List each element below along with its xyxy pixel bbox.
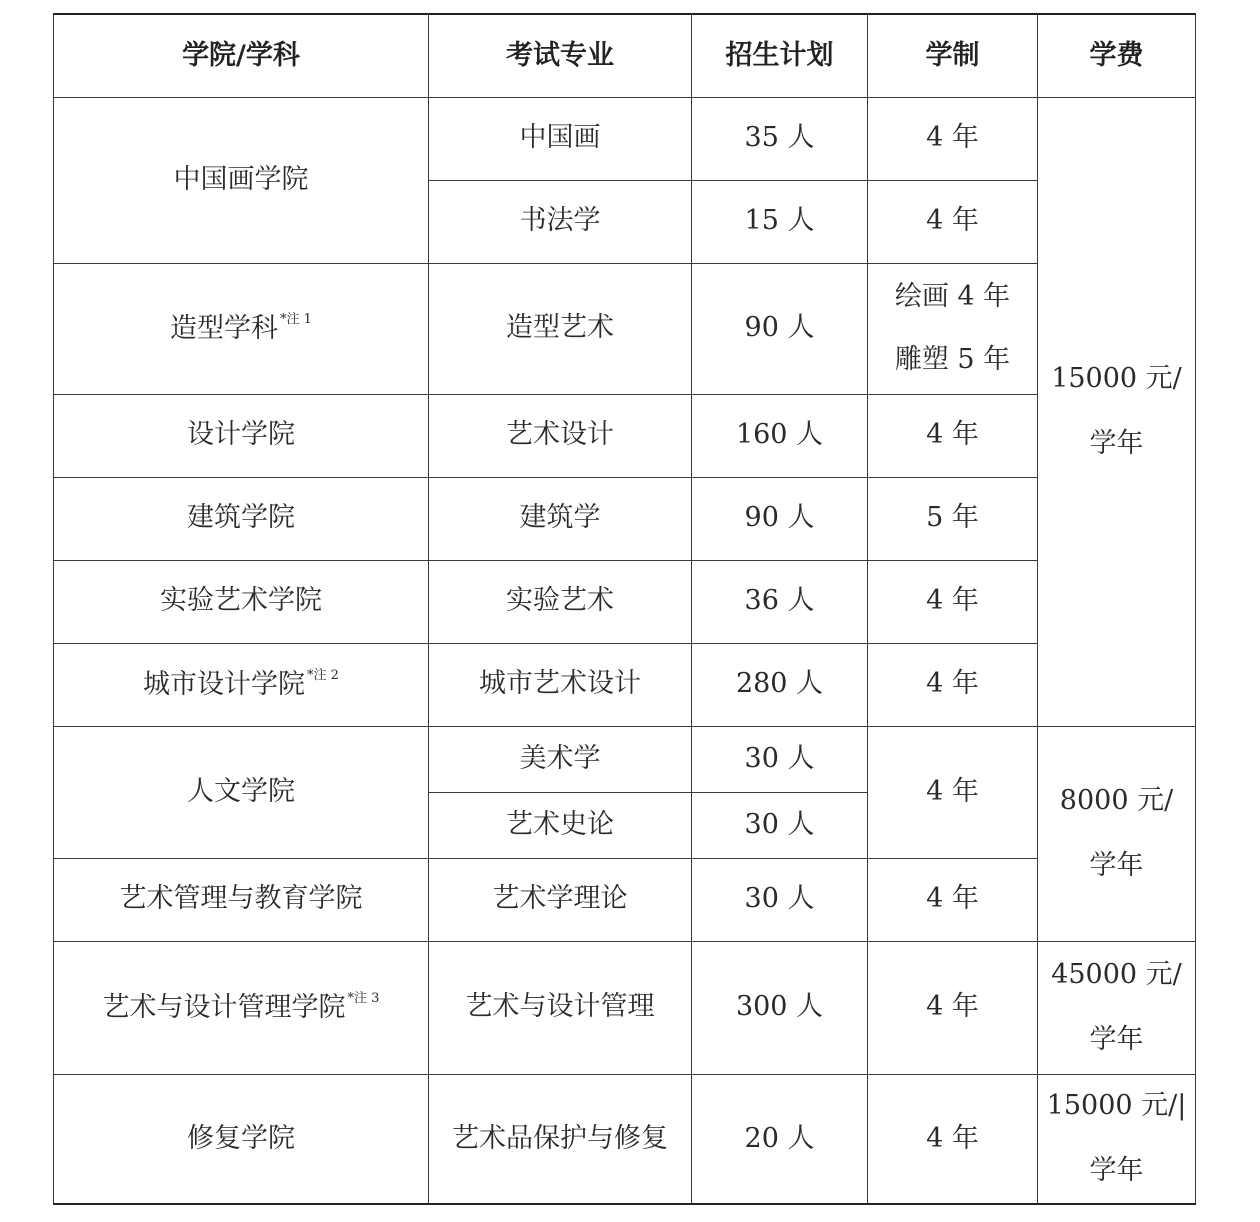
table-row — [54, 858, 1196, 941]
years-cell: 4 年 — [868, 1074, 1038, 1204]
major-cell: 建筑学 — [429, 477, 692, 560]
school-cell — [54, 941, 429, 1074]
school-cell: 建筑学院 — [54, 477, 429, 560]
school-name: 艺术与设计管理学院 — [102, 991, 346, 1023]
fee-cell — [1038, 726, 1196, 941]
years-cell: 4 年 — [868, 858, 1038, 941]
footnote-marker: *注 1 — [280, 311, 312, 327]
plan-cell: 30 人 — [692, 858, 868, 941]
header-school: 学院/学科 — [54, 14, 429, 97]
header-plan: 招生计划 — [692, 14, 868, 97]
years-sculpture: 雕塑 5 年 — [894, 343, 1011, 375]
years-cell: 4 年 — [868, 643, 1038, 726]
fee-unit: 学年 — [1089, 1154, 1144, 1186]
plan-cell: 35 人 — [692, 97, 868, 180]
years-painting: 绘画 4 年 — [894, 281, 1011, 313]
fee-amount: 8000 元/ — [1059, 785, 1174, 817]
table-row — [54, 643, 1196, 726]
school-cell: 修复学院 — [54, 1074, 429, 1204]
years-cell: 4 年 — [868, 560, 1038, 643]
major-cell: 艺术与设计管理 — [429, 941, 692, 1074]
school-cell: 中国画学院 — [54, 97, 429, 263]
table-row — [54, 97, 1196, 180]
years-cell: 4 年 — [868, 97, 1038, 180]
major-cell: 实验艺术 — [429, 560, 692, 643]
major-cell: 书法学 — [429, 180, 692, 263]
fee-cell — [1038, 941, 1196, 1074]
header-row — [54, 14, 1196, 97]
plan-cell: 15 人 — [692, 180, 868, 263]
plan-cell: 90 人 — [692, 477, 868, 560]
school-name: 城市设计学院 — [143, 668, 306, 700]
table-row — [54, 560, 1196, 643]
school-cell: 设计学院 — [54, 394, 429, 477]
plan-cell: 90 人 — [692, 263, 868, 394]
school-name: 造型学科 — [170, 312, 279, 344]
plan-cell: 30 人 — [692, 726, 868, 792]
major-cell: 艺术学理论 — [429, 858, 692, 941]
table-row — [54, 941, 1196, 1074]
major-cell: 造型艺术 — [429, 263, 692, 394]
years-cell: 4 年 — [868, 941, 1038, 1074]
school-cell: 人文学院 — [54, 726, 429, 858]
major-cell: 艺术品保护与修复 — [429, 1074, 692, 1204]
plan-cell: 280 人 — [692, 643, 868, 726]
fee-cell — [1038, 97, 1196, 726]
years-cell: 5 年 — [868, 477, 1038, 560]
fee-amount: 45000 元/ — [1051, 959, 1182, 991]
years-cell: 4 年 — [868, 726, 1038, 858]
school-cell: 艺术管理与教育学院 — [54, 858, 429, 941]
footnote-marker: *注 2 — [307, 667, 339, 683]
table-row — [54, 394, 1196, 477]
table-row — [54, 263, 1196, 394]
admissions-table — [53, 13, 1196, 1205]
fee-unit: 学年 — [1089, 427, 1144, 459]
plan-cell: 160 人 — [692, 394, 868, 477]
fee-cell — [1038, 1074, 1196, 1204]
years-cell: 4 年 — [868, 180, 1038, 263]
major-cell: 中国画 — [429, 97, 692, 180]
years-cell — [868, 263, 1038, 394]
table-row — [54, 1074, 1196, 1204]
major-cell: 艺术设计 — [429, 394, 692, 477]
footnote-marker: *注 3 — [347, 990, 380, 1006]
table-row — [54, 477, 1196, 560]
fee-unit: 学年 — [1089, 1023, 1144, 1055]
fee-unit: 学年 — [1089, 849, 1144, 881]
plan-cell: 30 人 — [692, 792, 868, 858]
years-cell: 4 年 — [868, 394, 1038, 477]
major-cell: 城市艺术设计 — [429, 643, 692, 726]
table-row — [54, 726, 1196, 792]
plan-cell: 36 人 — [692, 560, 868, 643]
school-cell: 实验艺术学院 — [54, 560, 429, 643]
plan-cell: 20 人 — [692, 1074, 868, 1204]
major-cell: 艺术史论 — [429, 792, 692, 858]
fee-amount: 15000 元/| — [1046, 1090, 1187, 1122]
header-major: 考试专业 — [429, 14, 692, 97]
school-cell — [54, 643, 429, 726]
major-cell: 美术学 — [429, 726, 692, 792]
header-years: 学制 — [868, 14, 1038, 97]
plan-cell: 300 人 — [692, 941, 868, 1074]
header-fee: 学费 — [1038, 14, 1196, 97]
fee-amount: 15000 元/ — [1051, 363, 1182, 395]
school-cell — [54, 263, 429, 394]
